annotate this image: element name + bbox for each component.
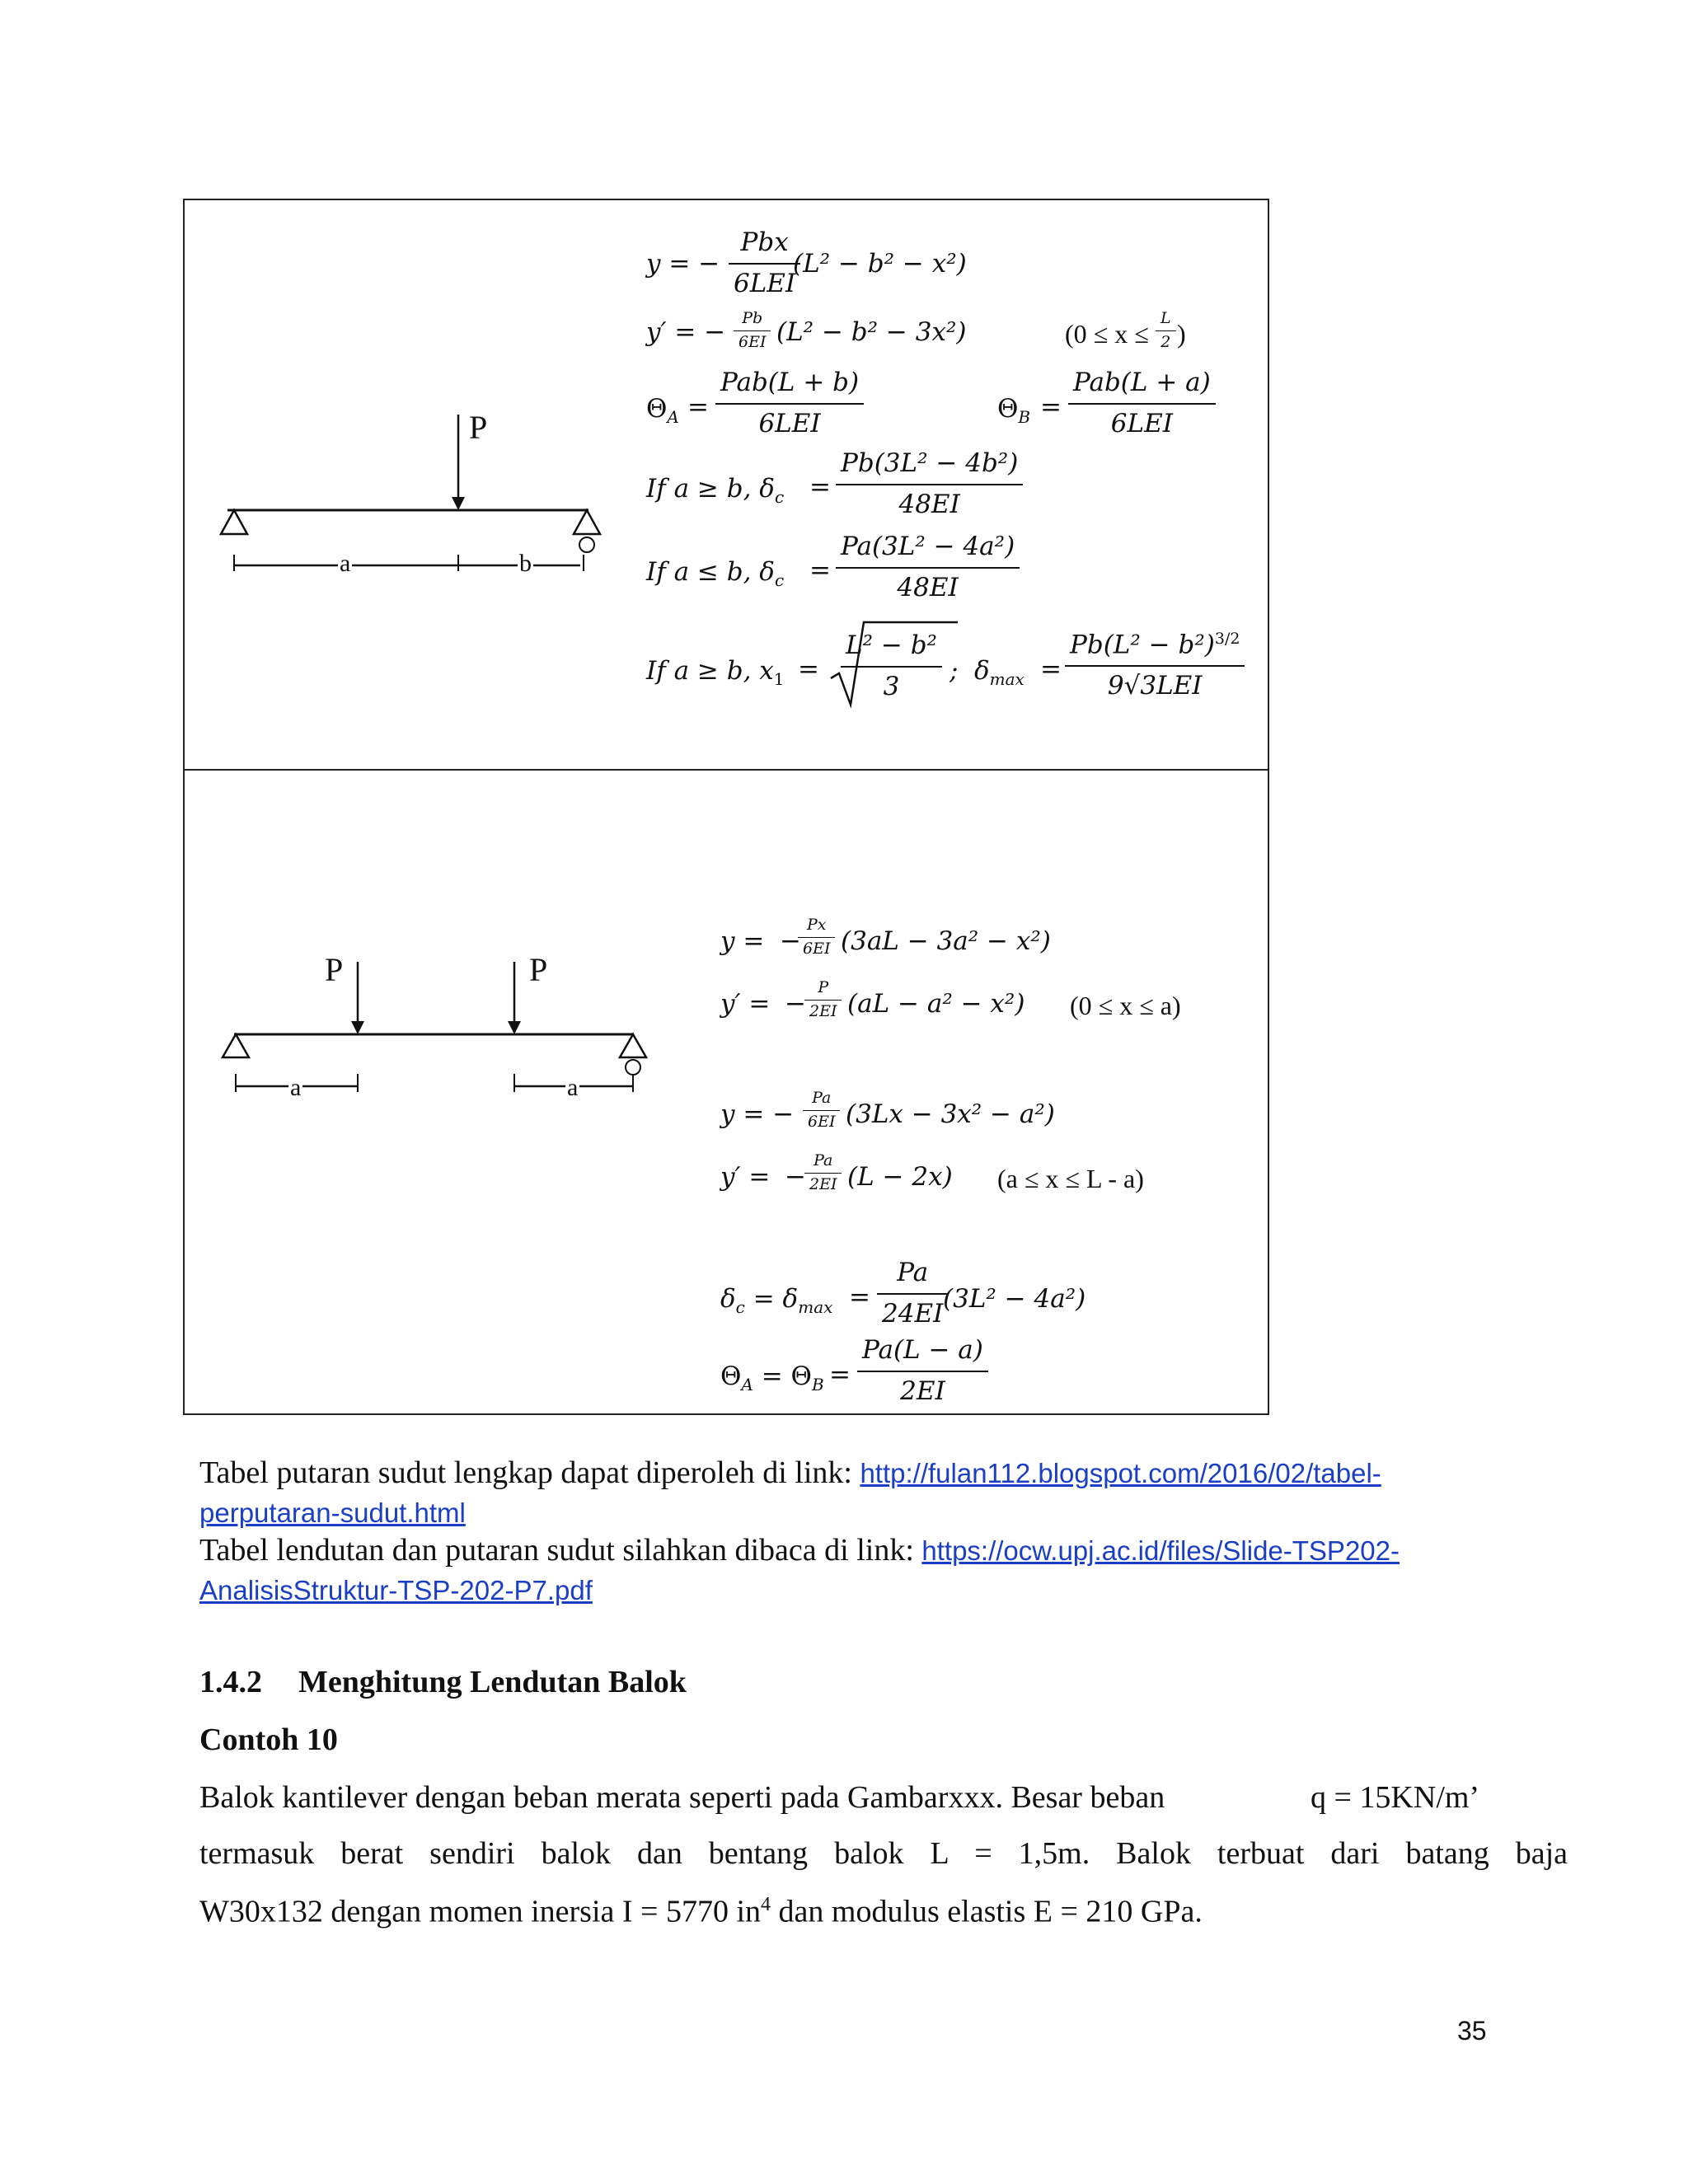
thetaB-num: Pab(L + a) — [1073, 368, 1211, 397]
r2-dc-eq: = — [849, 1282, 870, 1312]
dmax-fraction — [1065, 630, 1245, 701]
span-label-a2: a — [567, 1074, 579, 1101]
r2-y2-num: Pa — [812, 1089, 832, 1107]
x1-lhs: If a ≥ b, $x_1$ — [646, 656, 785, 690]
r2-dc-lhs: $\delta_c = \delta_{max}$ — [720, 1284, 833, 1318]
r2-y1-rest: (3aL − 3a² − x²) — [841, 926, 1051, 956]
r2-yp2-fraction — [804, 1152, 842, 1194]
r2-yp1-rest: (aL − a² − x²) — [847, 989, 1025, 1019]
eq-yp-den: 6EI — [738, 332, 767, 351]
r2-theta-den: 2EI — [900, 1376, 945, 1406]
dc2-fraction — [836, 532, 1020, 602]
r2-dc-den: 24EI — [882, 1298, 944, 1329]
eq-y-den: 6LEI — [734, 268, 796, 298]
eq-yp-fraction — [734, 310, 771, 352]
r2-range-1: (0 ≤ x ≤ a) — [1070, 991, 1181, 1020]
example-heading: Contoh 10 — [199, 1722, 338, 1757]
thetaB-den: 6LEI — [1110, 408, 1173, 438]
span-label-a1: a — [290, 1074, 302, 1101]
r2-yp2-num: Pa — [814, 1151, 833, 1169]
paragraph-line-2: termasuk berat sendiri balok dan bentang balok L = 1,5m. Balok terbuat dari batang baja — [199, 1836, 1568, 1871]
r2-yp1-num: P — [818, 978, 829, 996]
section-number: 1.4.2 — [199, 1665, 262, 1699]
eq-y-fraction — [729, 228, 800, 298]
load-label-p1: P — [325, 951, 344, 988]
dc1-num: Pb(3L² − 4b²) — [841, 448, 1019, 478]
range-1-num: L — [1160, 309, 1171, 327]
eq-yp-lhs: y′ = − — [646, 317, 726, 347]
dmax-eq: = — [1040, 654, 1062, 684]
load-label-p: P — [469, 409, 488, 446]
thetaB-lhs: $\Theta_B$ — [997, 394, 1031, 428]
dc1-eq: = — [809, 472, 831, 502]
link-line-2-cont — [199, 1571, 593, 1610]
deflection-formula-table — [183, 199, 1269, 1415]
span-label-b: b — [519, 550, 532, 577]
r2-yp2-den: 2EI — [809, 1174, 837, 1193]
dc1-den: 48EI — [898, 489, 960, 519]
span-label-a: a — [340, 550, 351, 577]
range-1-fraction — [1156, 310, 1176, 352]
link-fulan112-part1[interactable]: http://fulan112.blogspot.com/2016/02/tabel- — [860, 1458, 1381, 1488]
x1-fraction — [841, 631, 942, 701]
link-line-1 — [199, 1454, 1381, 1493]
link-line-2 — [199, 1531, 1400, 1571]
thetaB-eq: = — [1040, 392, 1062, 422]
dc1-fraction — [836, 449, 1023, 519]
dmax-lhs: $\delta_{max}$ — [974, 656, 1025, 690]
r2-y1-minus: − — [780, 926, 801, 956]
thetaA-eq: = — [687, 392, 709, 422]
r2-y1-den: 6EI — [803, 939, 831, 958]
x1-separator: ; — [950, 656, 959, 686]
r2-y1-num: Px — [806, 916, 827, 934]
thetaA-lhs: $\Theta_A$ — [646, 394, 679, 428]
r2-y2-rest: (3Lx − 3x² − a²) — [846, 1099, 1055, 1129]
dc2-den: 48EI — [897, 572, 959, 602]
load-label-p2: P — [529, 951, 548, 988]
r2-theta-lhs: $\Theta_A = \Theta_B$ — [720, 1361, 824, 1395]
x1-den: 3 — [883, 671, 900, 701]
thetaB-fraction — [1068, 368, 1216, 438]
link-upj-part2[interactable]: AnalisisStruktur-TSP-202-P7.pdf — [199, 1575, 593, 1605]
range-1-prefix: (0 ≤ x ≤ — [1065, 319, 1149, 349]
link-fulan112-part2[interactable]: perputaran-sudut.html — [199, 1497, 466, 1528]
r2-y1-fraction — [798, 916, 835, 958]
simply-supported-beam-point-load-diagram — [185, 200, 564, 769]
r2-y1-lhs: y = — [720, 926, 765, 956]
dc1-lhs: If a ≥ b, $\delta_c$ — [646, 474, 785, 508]
dc2-lhs: If a ≤ b, $\delta_c$ — [646, 557, 785, 591]
r2-dc-num: Pa — [897, 1258, 929, 1287]
r2-dc-fraction — [877, 1258, 948, 1329]
eq-yp-rest: (L² − b² − 3x²) — [776, 317, 967, 347]
eq-y-rest: (L² − b² − x²) — [793, 249, 967, 279]
r2-yp2-minus: − — [785, 1162, 806, 1192]
r2-y2-den: 6EI — [808, 1112, 836, 1131]
thetaA-num: Pab(L + b) — [720, 368, 860, 397]
r2-theta-fraction — [857, 1336, 988, 1406]
r2-yp1-lhs: y′ = — [720, 989, 771, 1019]
paragraph-line-1b: q = 15KN/m’ — [1311, 1780, 1480, 1815]
dc2-eq: = — [809, 555, 831, 585]
r2-yp2-lhs: y′ = — [720, 1162, 771, 1192]
eq-yp-num: Pb — [742, 309, 763, 327]
r2-yp1-minus: − — [785, 989, 806, 1019]
paragraph-line-1a: Balok kantilever dengan beban merata seperti pada Gambarxxx. Besar beban — [199, 1780, 1165, 1815]
r2-range-2: (a ≤ x ≤ L - a) — [997, 1164, 1144, 1193]
r2-y2-lhs: y = − — [720, 1099, 795, 1129]
paragraph-line-3: W30x132 dengan momen inersia I = 5770 $in^4$ dan modulus elastis E = 210 GPa. — [199, 1894, 1203, 1929]
eq-y-lhs: y = − — [646, 249, 720, 279]
dc2-num: Pa(3L² − 4a²) — [841, 532, 1015, 561]
r2-dc-rest: (3L² − 4a²) — [943, 1284, 1086, 1314]
thetaA-fraction — [715, 368, 864, 438]
range-1-den: 2 — [1160, 332, 1171, 351]
x1-eq: = — [798, 654, 819, 684]
link-upj-part1[interactable]: https://ocw.upj.ac.id/files/Slide-TSP202- — [921, 1535, 1400, 1566]
r2-yp1-den: 2EI — [809, 1001, 837, 1020]
r2-yp1-fraction — [804, 979, 842, 1021]
dmax-den: 9√3LEI — [1107, 670, 1203, 701]
dmax-num: $Pb(L^2 - b^2)^{3/2}$ — [1070, 630, 1240, 660]
link-line-1-cont — [199, 1493, 466, 1533]
section-title: Menghitung Lendutan Balok — [298, 1665, 687, 1699]
r2-yp2-rest: (L − 2x) — [847, 1162, 953, 1192]
eq-y-num: Pbx — [740, 227, 789, 257]
x1-num: L² − b² — [846, 630, 937, 660]
thetaA-den: 6LEI — [758, 408, 821, 438]
r2-theta-eq: = — [829, 1360, 851, 1390]
link-line-1-text: Tabel putaran sudut lengkap dapat diperoleh di link: — [199, 1455, 860, 1490]
page-number: 35 — [1457, 2016, 1487, 2046]
link-line-2-text: Tabel lendutan dan putaran sudut silahkan dibaca di link: — [199, 1533, 922, 1568]
r2-theta-num: Pa(L − a) — [862, 1335, 983, 1365]
range-1-suffix: ) — [1177, 319, 1186, 349]
r2-y2-fraction — [803, 1090, 840, 1132]
